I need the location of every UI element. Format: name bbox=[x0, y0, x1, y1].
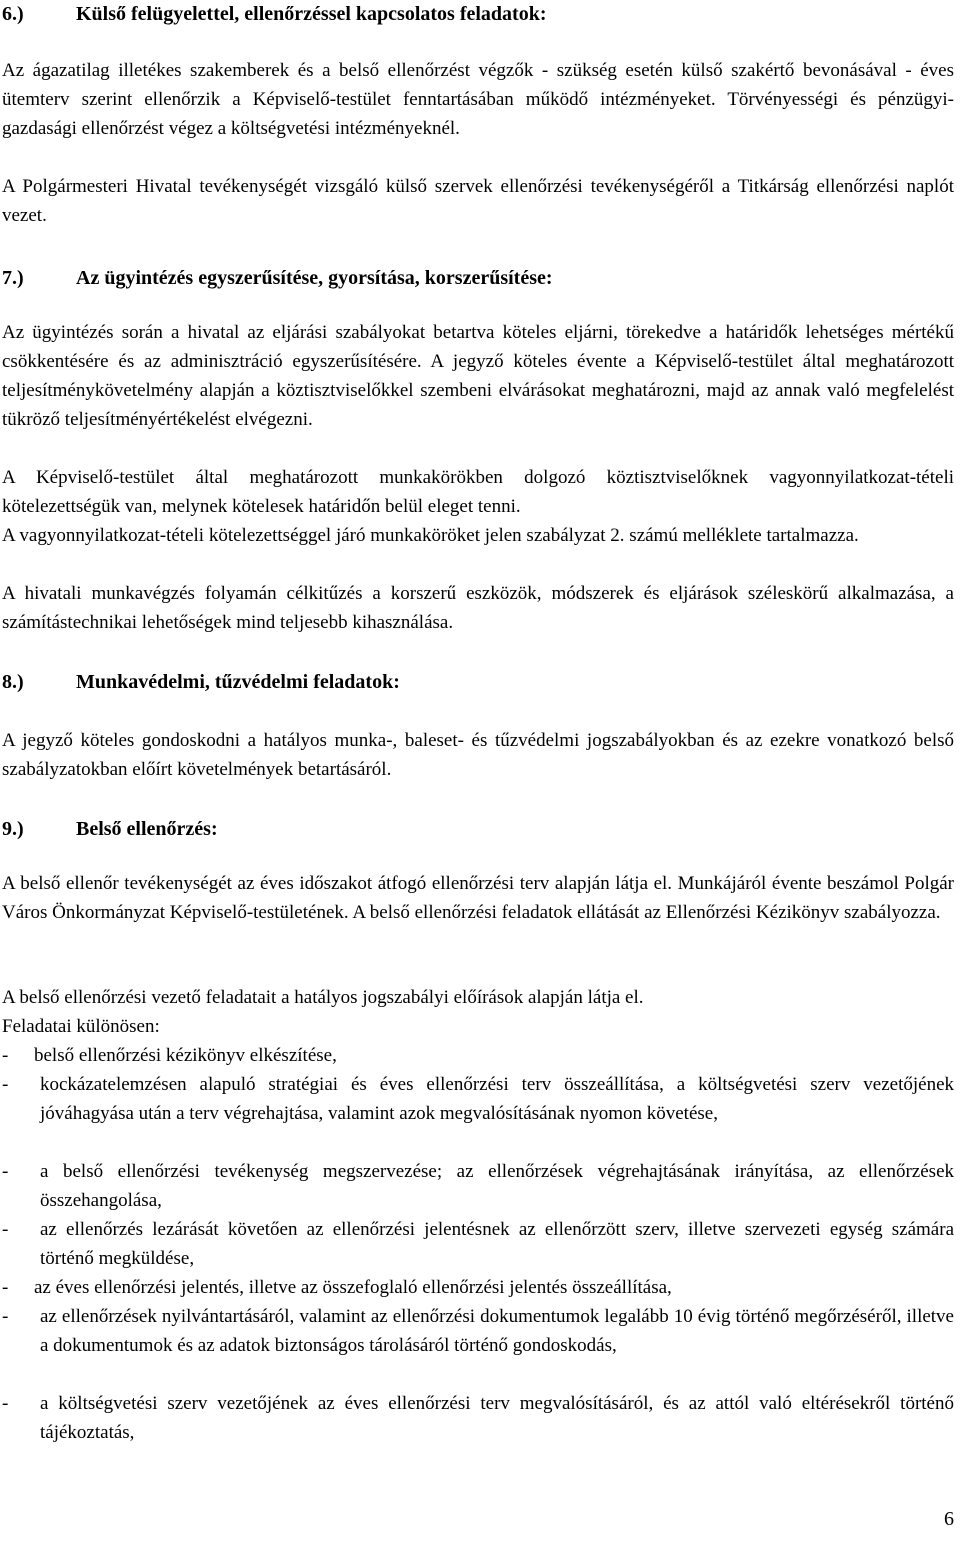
section-8-number: 8.) bbox=[2, 671, 24, 693]
section-9-paragraph-2: A belső ellenőrzési vezető feladatait a hatályos jogszabályi előírások alapján látja el. bbox=[2, 987, 644, 1008]
list-item-text: belső ellenőrzési kézikönyv elkészítése, bbox=[34, 1045, 337, 1066]
section-6-number: 6.) bbox=[2, 3, 24, 25]
section-9-heading bbox=[2, 815, 954, 843]
section-9-paragraph-3: Feladatai különösen: bbox=[2, 1016, 160, 1037]
section-6-paragraph-1: Az ágazatilag illetékes szakemberek és a belső ellenőrzést végzők - szükség esetén külső szakértő bevonásával - éves ütemterv szerint ellenőrzik a Képviselő-testület fenntartásában működő intézményeket. Törvényességi és pénzügyi-gazdasági ellenőrzést végez a költségvetési intézményeknél. bbox=[2, 60, 954, 139]
section-9-paragraph-1: A belső ellenőr tevékenységét az éves időszakot átfogó ellenőrzési terv alapján látja el. Munkájáról évente beszámol Polgár Város Önkormányzat Képviselő-testületének. A belső ellenőrzési feladatok ellátását az Ellenőrzési Kézikönyv szabályozza. bbox=[2, 873, 954, 923]
list-dash: - bbox=[2, 1277, 9, 1298]
section-8-title: Munkavédelmi, tűzvédelmi feladatok: bbox=[76, 671, 400, 693]
list-dash: - bbox=[2, 1306, 9, 1327]
list-dash: - bbox=[2, 1219, 9, 1240]
list-item-text: az ellenőrzés lezárását követően az ellenőrzési jelentésnek az ellenőrzött szerv, illetve szervezeti egység számára történő megküldése, bbox=[40, 1219, 954, 1269]
list-item bbox=[2, 1302, 954, 1360]
list-item-text: az éves ellenőrzési jelentés, illetve az összefoglaló ellenőrzési jelentés összeállítása, bbox=[34, 1277, 672, 1298]
section-6-title: Külső felügyelettel, ellenőrzéssel kapcsolatos feladatok: bbox=[76, 3, 547, 25]
section-6-paragraph-2: A Polgármesteri Hivatal tevékenységét vizsgáló külső szervek ellenőrzési tevékenységéről a Titkárság ellenőrzési naplót vezet. bbox=[2, 176, 954, 226]
list-item-text: az ellenőrzések nyilvántartásáról, valamint az ellenőrzési dokumentumok legalább 10 évig történő megőrzéséről, illetve a dokumentumok és az adatok biztonságos tárolásáról történő gondoskodás, bbox=[40, 1306, 954, 1356]
section-7-paragraph-4: A hivatali munkavégzés folyamán célkitűzés a korszerű eszközök, módszerek és eljárások széleskörű alkalmazása, a számítástechnikai lehetőségek mind teljesebb kihasználása. bbox=[2, 583, 954, 633]
section-8-paragraph-1: A jegyző köteles gondoskodni a hatályos munka-, baleset- és tűzvédelmi jogszabályokban és az ezekre vonatkozó belső szabályzatokban előírt követelmények betartásáról. bbox=[2, 730, 954, 780]
section-7-title: Az ügyintézés egyszerűsítése, gyorsítása, korszerűsítése: bbox=[76, 267, 553, 289]
list-item-text: a belső ellenőrzési tevékenység megszervezése; az ellenőrzések végrehajtásának irányítása, az ellenőrzések összehangolása, bbox=[40, 1161, 954, 1211]
list-item bbox=[2, 1157, 954, 1215]
section-8-heading bbox=[2, 668, 954, 696]
list-item bbox=[2, 1389, 954, 1447]
section-9-title: Belső ellenőrzés: bbox=[76, 818, 218, 840]
list-dash: - bbox=[2, 1393, 9, 1414]
section-9-number: 9.) bbox=[2, 818, 24, 840]
list-item-text: kockázatelemzésen alapuló stratégiai és éves ellenőrzési terv összeállítása, a költségvetési szerv vezetőjének jóváhagyása után a terv végrehajtása, valamint azok megvalósításának nyomon követése, bbox=[40, 1074, 954, 1124]
section-7-number: 7.) bbox=[2, 267, 24, 289]
list-dash: - bbox=[2, 1161, 9, 1182]
list-item bbox=[2, 1273, 954, 1302]
list-dash: - bbox=[2, 1074, 9, 1095]
section-7-paragraph-2: A Képviselő-testület által meghatározott munkakörökben dolgozó köztisztviselőknek vagyonnyilatkozat-tételi kötelezettségük van, melynek kötelesek határidőn belül eleget tenni. bbox=[2, 467, 954, 517]
page-number: 6 bbox=[944, 1508, 954, 1530]
list-dash: - bbox=[2, 1045, 9, 1066]
list-item bbox=[2, 1070, 954, 1128]
section-7-paragraph-1: Az ügyintézés során a hivatal az eljárási szabályokat betartva köteles eljárni, törekedve a határidők lehetséges mértékű csökkentésére és az adminisztráció egyszerűsítésére. A jegyző köteles évente a Képviselő-testület által meghatározott teljesítménykövetelmény alapján a köztisztviselőkkel szembeni elvárásokat meghatározni, majd az annak való megfelelést tükröző teljesítményértékelést elvégezni. bbox=[2, 322, 954, 430]
list-item bbox=[2, 1041, 954, 1070]
section-7-paragraph-3: A vagyonnyilatkozat-tételi kötelezettséggel járó munkaköröket jelen szabályzat 2. számú melléklete tartalmazza. bbox=[2, 525, 859, 546]
section-7-heading bbox=[2, 264, 954, 292]
section-6-heading bbox=[2, 0, 954, 28]
list-item bbox=[2, 1215, 954, 1273]
list-item-text: a költségvetési szerv vezetőjének az éves ellenőrzési terv megvalósításáról, és az attól való eltérésekről történő tájékoztatás, bbox=[40, 1393, 954, 1443]
